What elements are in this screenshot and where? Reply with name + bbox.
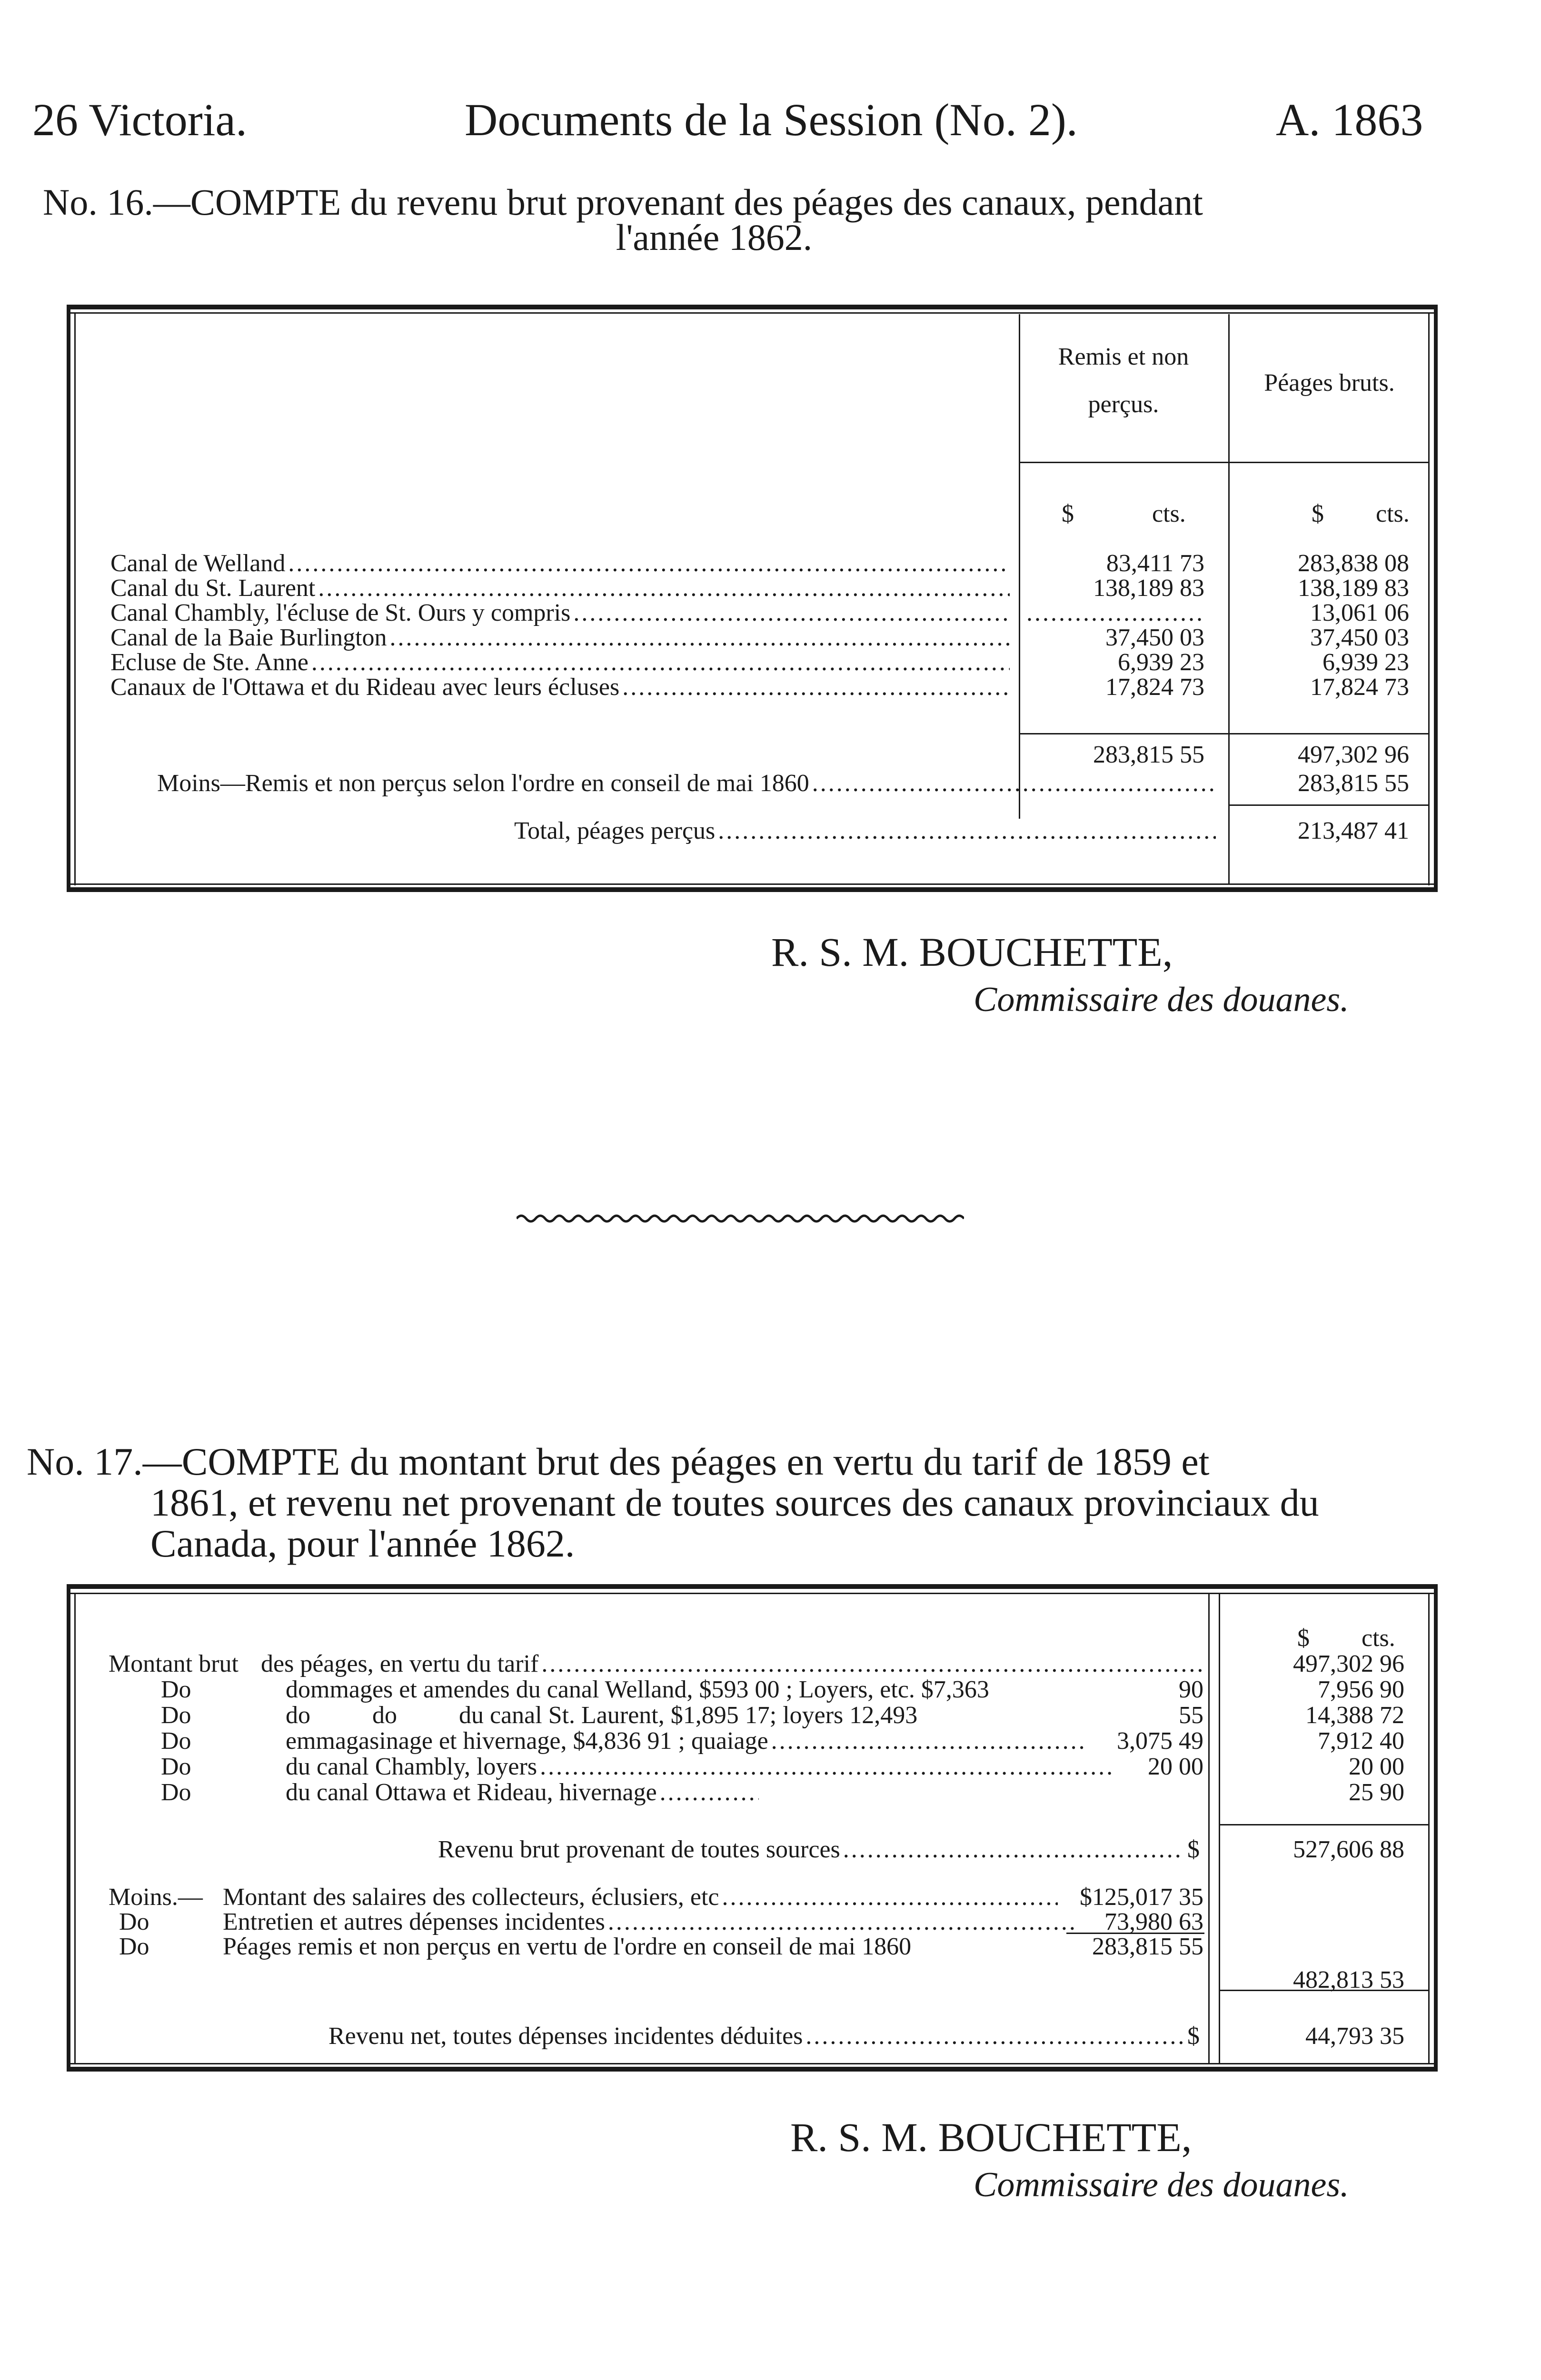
table17-right-border bbox=[1434, 1584, 1438, 2072]
signature1-title: Commissaire des douanes. bbox=[974, 980, 1349, 1019]
table17-top-rule bbox=[67, 1584, 1438, 1589]
table16-bottom-rule bbox=[67, 887, 1438, 892]
table17-gross-rule bbox=[1219, 1824, 1428, 1825]
table16-top-rule bbox=[67, 305, 1438, 309]
table16-row-remis: 83,411 73 bbox=[1106, 550, 1204, 577]
table16-col-divider-2 bbox=[1228, 314, 1230, 883]
table17-gross-label: Revenu brut provenant de toutes sources ..... $ bbox=[438, 1835, 1200, 1864]
table17-net-value: 44,793 35 bbox=[1305, 2023, 1404, 2050]
table17-deduction-label: Entretien et autres dépenses incidentes ..... bbox=[223, 1908, 1080, 1936]
table17-row-prefix: Do bbox=[161, 1676, 191, 1703]
table16-row-bruts: 138,189 83 bbox=[1298, 575, 1409, 602]
table17-row-value: 497,302 96 bbox=[1293, 1650, 1404, 1677]
table16-title-line2: l'année 1862. bbox=[616, 217, 813, 258]
table16-row-label: Ecluse de Ste. Anne ..... bbox=[110, 648, 1013, 676]
table17-row-prefix: Do bbox=[161, 1753, 191, 1780]
table17-deduction-label: Montant des salaires des collecteurs, éclusiers, etc ..... bbox=[223, 1883, 1061, 1911]
table17-row-inner: 3,075 49 bbox=[1117, 1727, 1203, 1755]
table16-row-label: Canaux de l'Ottawa et du Rideau avec leurs écluses ..... bbox=[110, 673, 1013, 701]
table17-row-prefix: Do bbox=[161, 1779, 191, 1806]
table16-row-remis-empty bbox=[1024, 599, 1204, 627]
table17-title-line3: Canada, pour l'année 1862. bbox=[150, 1522, 575, 1565]
table17-row-value: 14,388 72 bbox=[1305, 1702, 1404, 1729]
table16-row-label: Canal Chambly, l'écluse de St. Ours y compris ..... bbox=[110, 599, 1013, 627]
table16-col2-unit-dollar: $ bbox=[1312, 500, 1324, 527]
table17-net-label: Revenu net, toutes dépenses incidentes déduites ..... $ bbox=[328, 2022, 1200, 2050]
signature2-title: Commissaire des douanes. bbox=[974, 2165, 1349, 2204]
table17-deduction-prefix: Do bbox=[119, 1933, 149, 1960]
table16-right-border bbox=[1434, 305, 1438, 892]
table16-subtotal-rule bbox=[1019, 733, 1428, 734]
table16-right-border-thin bbox=[1428, 312, 1430, 885]
table16-bottom-rule-thin bbox=[67, 883, 1438, 885]
table17-unit-cts: cts. bbox=[1362, 1625, 1395, 1652]
table16-total-label: Total, péages perçus ..... bbox=[514, 817, 1219, 845]
table17-row-label: dommages et amendes du canal Welland, $593 00 ; Loyers, etc. $7,363 bbox=[286, 1676, 989, 1703]
table17-bottom-rule bbox=[67, 2067, 1438, 2072]
table16-row-bruts: 6,939 23 bbox=[1322, 649, 1409, 676]
table16-row-remis: 6,939 23 bbox=[1118, 649, 1204, 676]
table17-row-prefix: Montant brut bbox=[109, 1650, 239, 1677]
table17-row-value: 7,956 90 bbox=[1318, 1676, 1404, 1703]
table17-row-inner: 90 bbox=[1179, 1676, 1203, 1703]
header-right: A. 1863 bbox=[1276, 94, 1423, 145]
wavy-separator bbox=[517, 1209, 964, 1228]
table16-row-label: Canal du St. Laurent ..... bbox=[110, 574, 1013, 602]
table17-deduction-inner: 73,980 63 bbox=[1104, 1908, 1203, 1935]
table16-sum-bruts: 497,302 96 bbox=[1298, 741, 1409, 768]
table17-deduction-inner: $125,017 35 bbox=[1080, 1884, 1203, 1911]
table17-right-border-thin bbox=[1428, 1593, 1430, 2064]
table17-row-value: 25 90 bbox=[1349, 1779, 1404, 1806]
table16-left-border-thin bbox=[74, 312, 76, 885]
table16-col1-header-line2: perçus. bbox=[1088, 391, 1159, 418]
table17-left-border-thin bbox=[74, 1593, 76, 2064]
table16-row-label: Canal de la Baie Burlington ..... bbox=[110, 624, 1013, 652]
table17-row-label: do do du canal St. Laurent, $1,895 17; loyers 12,493 bbox=[286, 1702, 918, 1729]
table16-col2-unit-cts: cts. bbox=[1376, 500, 1410, 527]
table16-top-rule-thin bbox=[67, 312, 1438, 314]
table17-row-label: du canal Ottawa et Rideau, hivernage ..... bbox=[286, 1778, 762, 1806]
header-center: Documents de la Session (No. 2). bbox=[465, 94, 1078, 145]
table17-row-value: 7,912 40 bbox=[1318, 1727, 1404, 1755]
table16-row-remis: 37,450 03 bbox=[1105, 624, 1204, 651]
table17-col-divider-b bbox=[1219, 1594, 1220, 2063]
table16-moins-label: Moins—Remis et non perçus selon l'ordre en conseil de mai 1860 ..... bbox=[157, 769, 1219, 797]
table17-title-line2: 1861, et revenu net provenant de toutes sources des canaux provinciaux du bbox=[150, 1481, 1319, 1524]
table16-row-remis: 17,824 73 bbox=[1105, 674, 1204, 701]
table16-left-border bbox=[67, 305, 70, 892]
table16-row-bruts: 13,061 06 bbox=[1310, 599, 1409, 626]
table17-left-border bbox=[67, 1584, 70, 2072]
signature1-name: R. S. M. BOUCHETTE, bbox=[771, 929, 1173, 975]
table17-col-divider-a bbox=[1208, 1594, 1210, 2063]
table16-col-divider-1 bbox=[1019, 314, 1020, 819]
table16-col1-unit-dollar: $ bbox=[1062, 500, 1074, 527]
table17-deduction-label: Péages remis et non perçus en vertu de l'ordre en conseil de mai 1860 bbox=[223, 1933, 912, 1960]
table17-gross-value: 527,606 88 bbox=[1293, 1836, 1404, 1863]
table16-sum-remis: 283,815 55 bbox=[1093, 741, 1204, 768]
table17-row-value: 20 00 bbox=[1349, 1753, 1404, 1780]
table16-row-bruts: 37,450 03 bbox=[1310, 624, 1409, 651]
header-left: 26 Victoria. bbox=[32, 94, 248, 145]
table17-row-inner: 55 bbox=[1179, 1702, 1203, 1729]
table17-row-prefix: Do bbox=[161, 1727, 191, 1755]
table16-moins-rule bbox=[1228, 804, 1428, 806]
table17-deduction-prefix: Do bbox=[119, 1908, 149, 1935]
table16-total-value: 213,487 41 bbox=[1298, 817, 1409, 844]
table17-deduction-prefix: Moins.— bbox=[109, 1884, 203, 1911]
table16-row-bruts: 17,824 73 bbox=[1310, 674, 1409, 701]
table16-col1-header-line1: Remis et non bbox=[1058, 343, 1189, 370]
table17-top-rule-thin bbox=[67, 1593, 1438, 1594]
table16-col1-unit-cts: cts. bbox=[1152, 500, 1186, 527]
table17-row-label: des péages, en vertu du tarif ..... bbox=[261, 1650, 1206, 1678]
table17-row-inner: 20 00 bbox=[1148, 1753, 1203, 1780]
table17-deductions-total: 482,813 53 bbox=[1293, 1966, 1404, 1993]
table16-row-label: Canal de Welland ..... bbox=[110, 549, 1013, 577]
table16-col2-header: Péages bruts. bbox=[1264, 369, 1395, 397]
table17-row-prefix: Do bbox=[161, 1702, 191, 1729]
signature2-name: R. S. M. BOUCHETTE, bbox=[790, 2114, 1192, 2160]
table17-row-label: emmagasinage et hivernage, $4,836 91 ; quaiage ..... bbox=[286, 1727, 1090, 1755]
table16-title-line1: No. 16.—COMPTE du revenu brut provenant des péages des canaux, pendant bbox=[43, 181, 1203, 223]
table16-header-rule bbox=[1019, 462, 1428, 463]
table16-row-remis: 138,189 83 bbox=[1093, 575, 1204, 602]
table16-moins-value: 283,815 55 bbox=[1298, 770, 1409, 797]
table17-unit-dollar: $ bbox=[1297, 1625, 1310, 1652]
table16-row-bruts: 283,838 08 bbox=[1298, 550, 1409, 577]
table17-deduction-inner: 283,815 55 bbox=[1092, 1933, 1203, 1960]
table17-bottom-rule-thin bbox=[67, 2063, 1438, 2064]
table17-title-line1: No. 17.—COMPTE du montant brut des péages en vertu du tarif de 1859 et bbox=[27, 1440, 1210, 1483]
table17-row-label: du canal Chambly, loyers ..... bbox=[286, 1753, 1114, 1781]
